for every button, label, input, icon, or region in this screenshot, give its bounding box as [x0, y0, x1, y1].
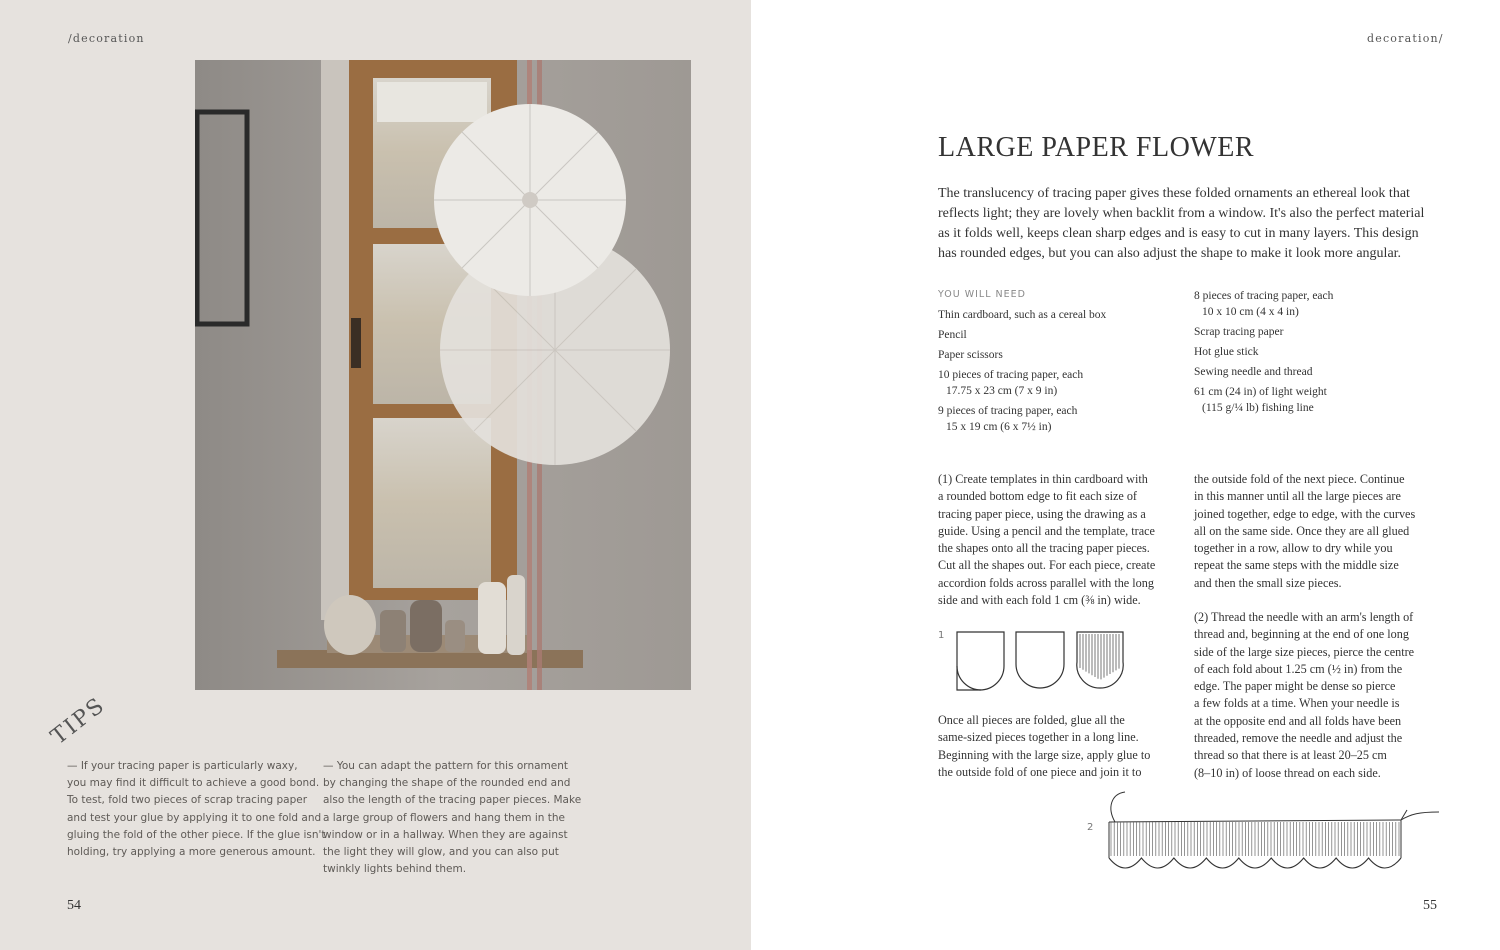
- step-2-text: [1194, 609, 1414, 782]
- text-line: of each fold about 1.25 cm (½ in) from the: [1194, 661, 1403, 676]
- material-item-line: 10 x 10 cm (4 x 4 in): [1202, 306, 1299, 318]
- text-line: has rounded edges, but you can also adjust the shape to make it look more angular.: [938, 246, 1402, 261]
- material-item-line: (115 g/¼ lb) fishing line: [1202, 402, 1314, 414]
- text-line: The translucency of tracing paper gives these folded ornaments an ethereal look that: [938, 186, 1410, 201]
- text-line: the shapes onto all the tracing paper pieces.: [938, 541, 1150, 556]
- text-line: the outside fold of the next piece. Continue: [1194, 472, 1405, 486]
- text-line: To test, fold two pieces of scrap tracing paper: [67, 794, 308, 807]
- tips-heading: TIPS: [46, 692, 111, 750]
- material-item-line: 9 pieces of tracing paper, each: [938, 405, 1078, 417]
- text-line: a few folds at a time. When your needle is: [1194, 696, 1400, 711]
- text-line: tracing paper piece, using the drawing as a: [938, 506, 1146, 521]
- material-item: [1194, 288, 1333, 320]
- text-line: as it folds well, keeps clean sharp edges and is easy to cut in many layers. This design: [938, 226, 1419, 241]
- text-line: together in a row, allow to dry while you: [1194, 541, 1393, 556]
- figure-2-threaded-strip-drawing: [1101, 788, 1441, 878]
- text-line: all on the same side. Once they are all glued: [1194, 523, 1410, 538]
- text-line: side of the large size pieces, pierce the centre: [1194, 644, 1415, 659]
- text-line: repeat the same steps with the middle size: [1194, 558, 1399, 573]
- material-item-line: Thin cardboard, such as a cereal box: [938, 309, 1107, 321]
- text-line: and then the small size pieces.: [1194, 575, 1342, 590]
- text-line: (1) Create templates in thin cardboard with: [938, 472, 1148, 486]
- text-line: the light they will glow, and you can also put: [323, 846, 559, 859]
- text-line: edge. The paper might be dense so pierce: [1194, 679, 1396, 694]
- text-line: accordion folds across parallel with the long: [938, 575, 1154, 590]
- text-line: Beginning with the large size, apply glue to: [938, 747, 1151, 762]
- step-1-text: [938, 471, 1155, 609]
- section-label: decoration/: [1367, 32, 1444, 45]
- text-line: gluing the fold of the other piece. If the glue isn't: [67, 828, 326, 841]
- text-line: a large group of flowers and hang them in the: [323, 811, 565, 824]
- text-line: you may find it difficult to achieve a good bond.: [67, 777, 320, 790]
- material-item: [938, 403, 1106, 435]
- window-photo: [195, 60, 691, 690]
- tip-paragraph-1: [67, 758, 326, 861]
- material-item-line: Hot glue stick: [1194, 346, 1259, 358]
- material-item: [1194, 324, 1333, 340]
- text-line: window or in a hallway. When they are against: [323, 828, 568, 841]
- material-item-line: Paper scissors: [938, 349, 1003, 361]
- text-line: guide. Using a pencil and the template, trace: [938, 523, 1155, 538]
- text-line: Cut all the shapes out. For each piece, create: [938, 558, 1156, 573]
- page-number: 55: [1423, 898, 1437, 913]
- text-line: Once all pieces are folded, glue all the: [938, 713, 1125, 727]
- text-line: — You can adapt the pattern for this ornament: [323, 760, 568, 772]
- text-line: (8–10 in) of loose thread on each side.: [1194, 765, 1381, 780]
- figure-1-template-drawings: [949, 628, 1129, 694]
- text-line: — If your tracing paper is particularly waxy,: [67, 760, 298, 772]
- section-label: /decoration: [68, 32, 145, 45]
- materials-list-left: [938, 307, 1106, 439]
- material-item-line: 61 cm (24 in) of light weight: [1194, 386, 1327, 398]
- materials-list-right: [1194, 288, 1333, 420]
- text-line: same-sized pieces together in a long line.: [938, 730, 1139, 745]
- text-line: side and with each fold 1 cm (⅜ in) wide.: [938, 593, 1141, 608]
- page-title: LARGE PAPER FLOWER: [938, 131, 1255, 163]
- text-line: joined together, edge to edge, with the curves: [1194, 506, 1416, 521]
- text-line: (2) Thread the needle with an arm's length of: [1194, 610, 1414, 624]
- material-item-line: Sewing needle and thread: [1194, 366, 1313, 378]
- text-line: a rounded bottom edge to fit each size of: [938, 489, 1137, 504]
- you-will-need-heading: YOU WILL NEED: [938, 289, 1026, 300]
- text-line: thread so that there is at least 20–25 cm: [1194, 748, 1387, 763]
- page-number: 54: [67, 898, 81, 913]
- text-line: at the opposite end and all folds have been: [1194, 713, 1402, 728]
- text-line: in this manner until all the large pieces are: [1194, 489, 1401, 504]
- text-line: also the length of the tracing paper pieces. Make: [323, 794, 582, 807]
- material-item: [938, 367, 1106, 399]
- figure-2-label: 2: [1087, 822, 1094, 833]
- tip-paragraph-2: [323, 758, 582, 878]
- step-1-continued-text: [938, 712, 1150, 781]
- material-item: [1194, 344, 1333, 360]
- material-item-line: 8 pieces of tracing paper, each: [1194, 290, 1334, 302]
- text-line: the outside fold of one piece and join it to: [938, 764, 1142, 779]
- material-item: [938, 307, 1106, 323]
- material-item: [938, 347, 1106, 363]
- material-item-line: Scrap tracing paper: [1194, 326, 1284, 338]
- step-1-continued-text-2: [1194, 471, 1415, 592]
- window-photo-illustration: [195, 60, 691, 690]
- right-page: [751, 0, 1500, 950]
- text-line: reflects light; they are lovely when backlit from a window. It's also the perfect material: [938, 206, 1425, 221]
- text-line: and test your glue by applying it to one fold and: [67, 811, 322, 824]
- text-line: twinkly lights behind them.: [323, 863, 467, 876]
- material-item-line: Pencil: [938, 329, 967, 341]
- figure-1-label: 1: [938, 630, 945, 641]
- material-item: [1194, 364, 1333, 380]
- material-item-line: 10 pieces of tracing paper, each: [938, 369, 1084, 381]
- text-line: holding, try applying a more generous amount.: [67, 846, 316, 859]
- material-item: [1194, 384, 1333, 416]
- text-line: threaded, remove the needle and adjust the: [1194, 731, 1403, 746]
- material-item: [938, 327, 1106, 343]
- material-item-line: 17.75 x 23 cm (7 x 9 in): [946, 385, 1058, 397]
- material-item-line: 15 x 19 cm (6 x 7½ in): [946, 421, 1052, 433]
- text-line: thread and, beginning at the end of one long: [1194, 627, 1409, 642]
- text-line: by changing the shape of the rounded end and: [323, 777, 571, 790]
- intro-paragraph: [938, 184, 1438, 264]
